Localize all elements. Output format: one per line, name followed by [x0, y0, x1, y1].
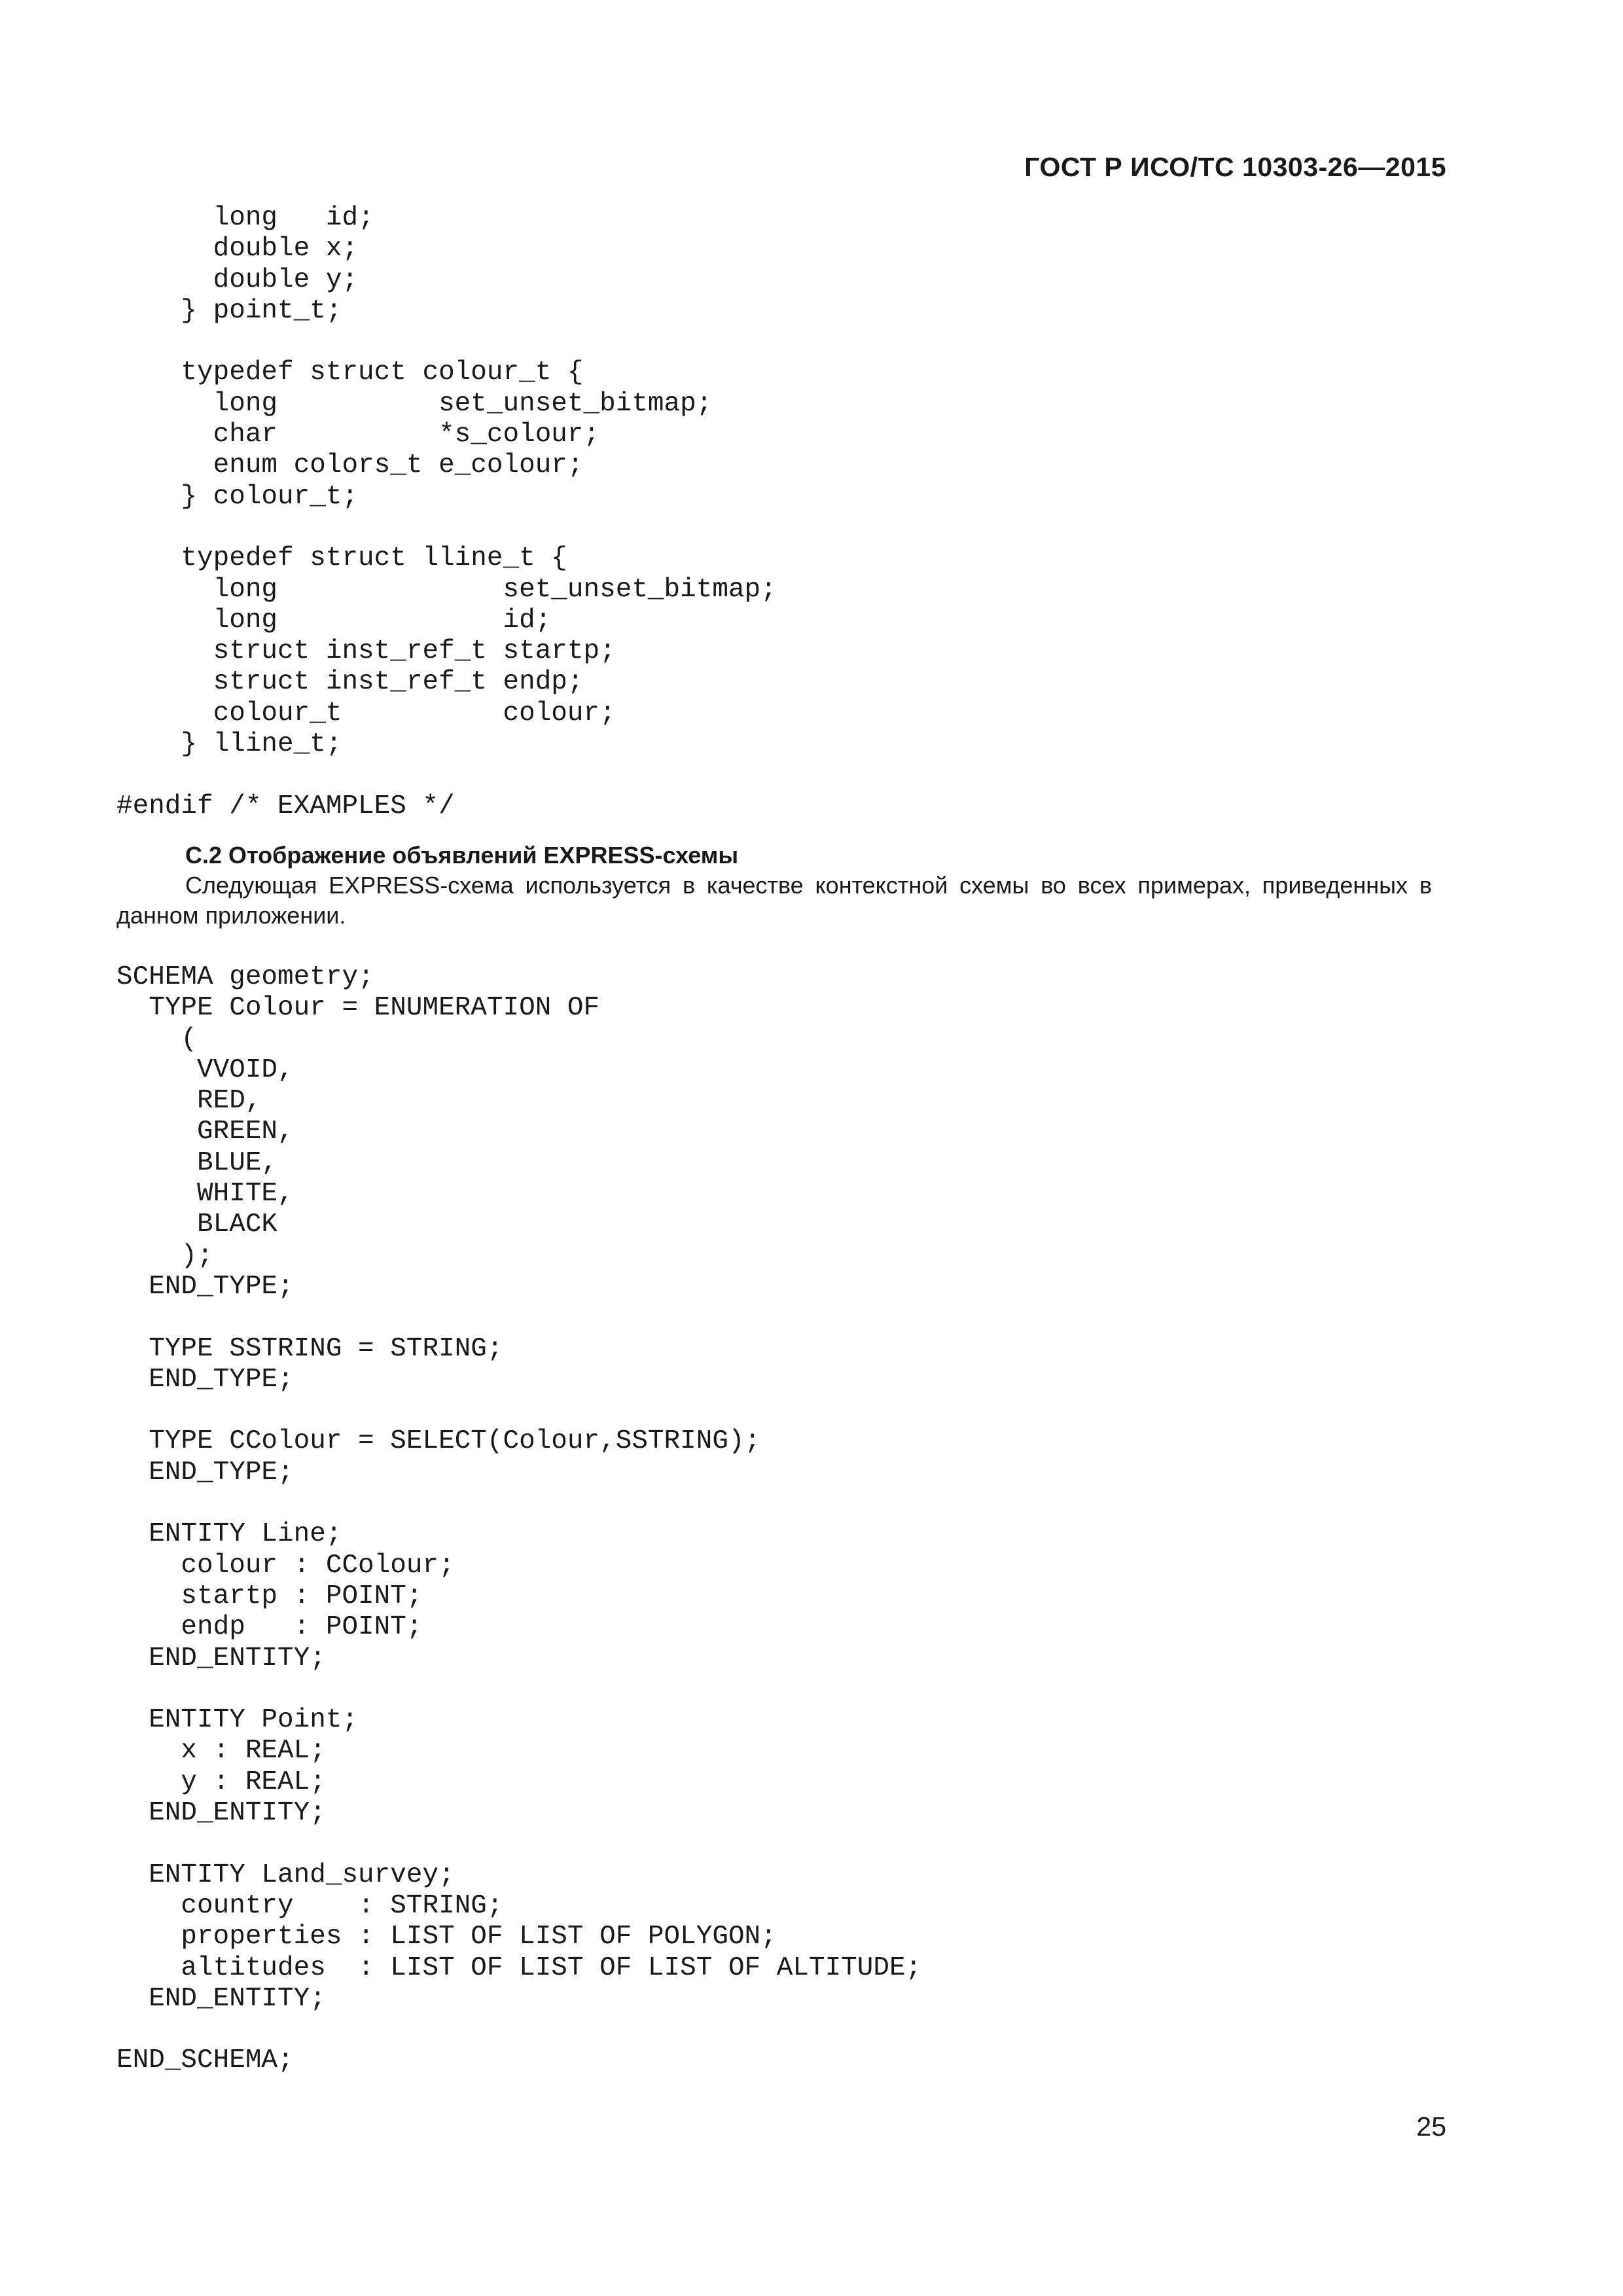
section-paragraph: Следующая EXPRESS-схема используется в качестве контекстной схемы во всех примерах, приведенных в данном приложении.: [116, 872, 1432, 929]
section-heading: С.2 Отображение объявлений EXPRESS-схемы: [185, 842, 739, 869]
code-listing-c-structs: long id; double x; double y; } point_t; typedef struct colour_t { long set_unset_bitmap; char *s_colour; enum colors_t e_colour; } colour_t; typedef struct lline_t { long set_unset_bitmap; long id; struct inst_ref_t startp; struct inst_ref_t endp; colour_t colour; } lline_t; #endif /* EXAMPLES */: [116, 203, 777, 821]
code-listing-express-schema: SCHEMA geometry; TYPE Colour = ENUMERATION OF ( VVOID, RED, GREEN, BLUE, WHITE, BLACK ); END_TYPE; TYPE SSTRING = STRING; END_TYPE; TYPE CColour = SELECT(Colour,SSTRING); END_TYPE; ENTITY Line; colour : CColour; startp : POINT; endp : POINT; END_ENTITY; ENTITY Point; x : REAL; y : REAL; END_ENTITY; ENTITY Land_survey; country : STRING; properties : LIST OF LIST OF POLYGON; altitudes : LIST OF LIST OF LIST OF ALTITUDE; END_ENTITY; END_SCHEMA;: [116, 962, 922, 2076]
document-header-id: ГОСТ Р ИСО/ТС 10303-26—2015: [1024, 152, 1446, 182]
page-number: 25: [1416, 2111, 1446, 2142]
